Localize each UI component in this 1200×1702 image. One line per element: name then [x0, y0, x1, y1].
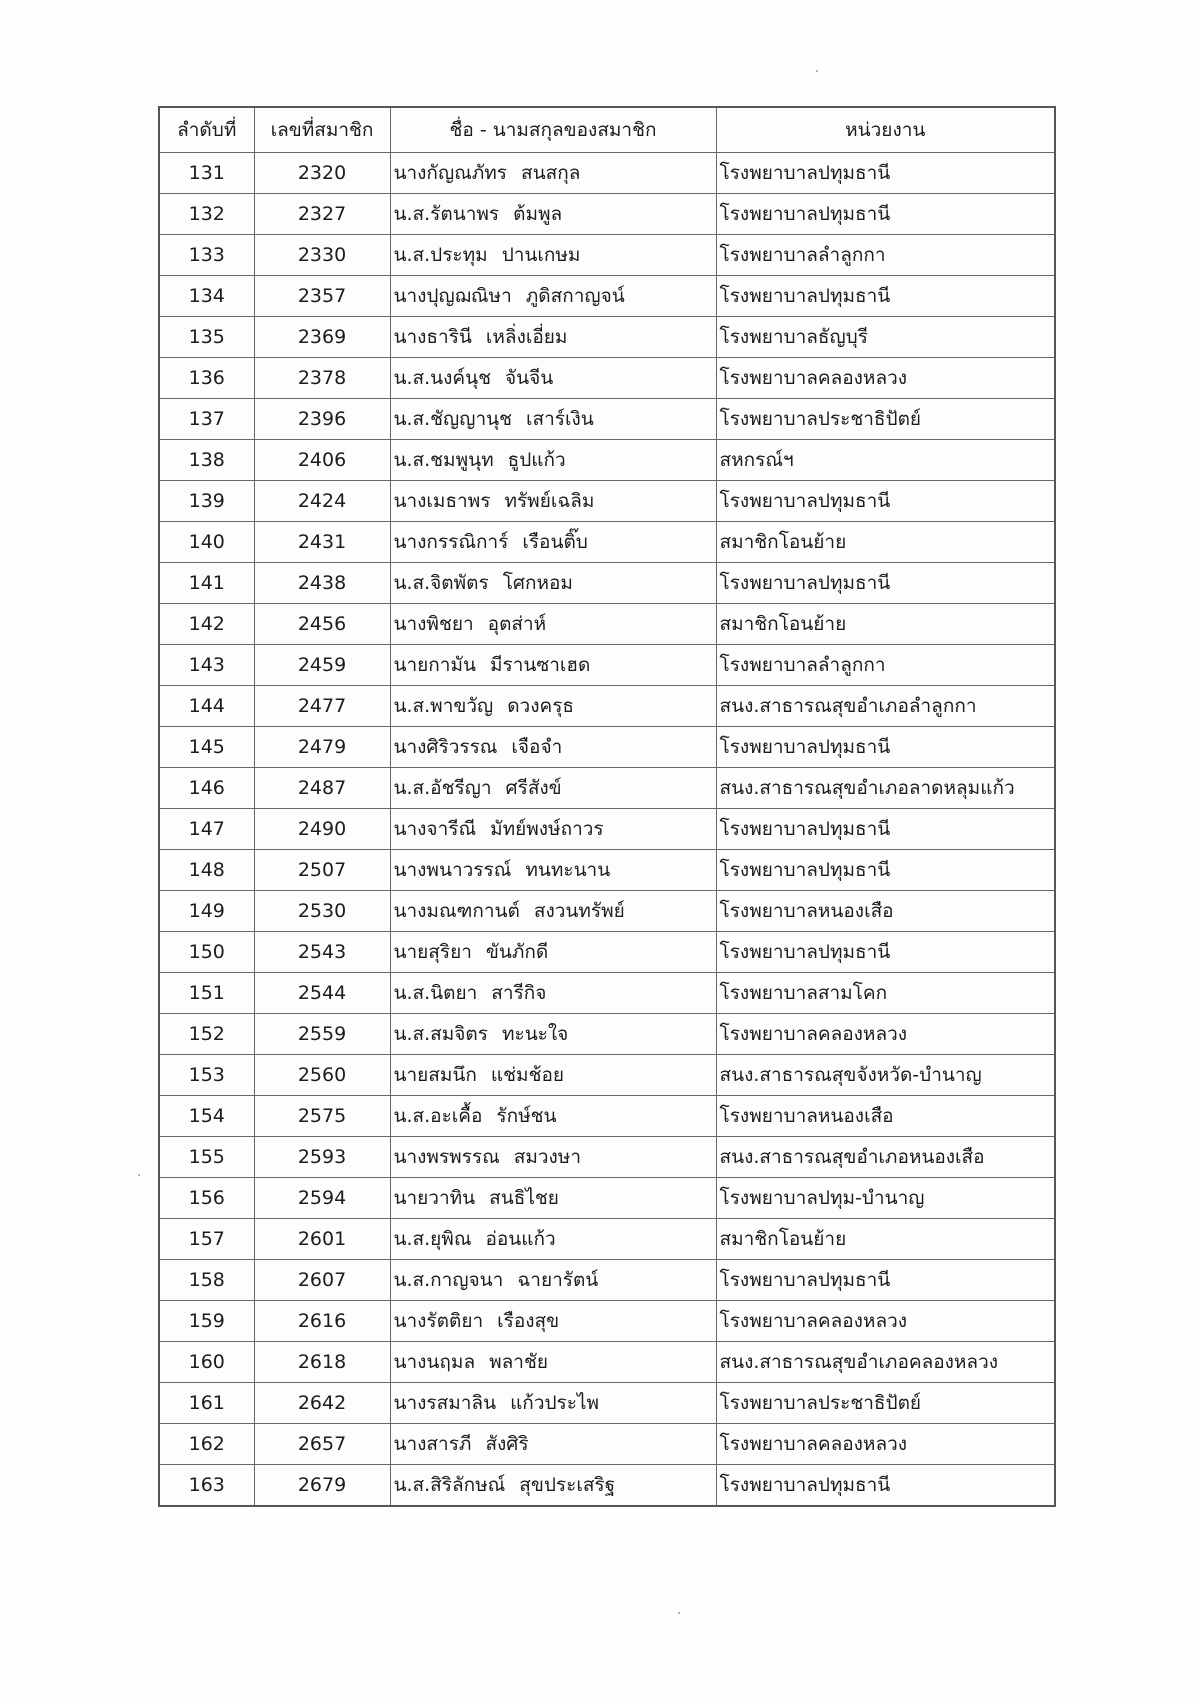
table-row — [159, 727, 1055, 768]
last-name: มัทย์พงษ์ถาวร — [490, 818, 604, 840]
cell-order: 150 — [159, 932, 254, 973]
cell-unit: โรงพยาบาลปทุมธานี — [716, 1260, 1055, 1301]
cell-unit: สมาชิกโอนย้าย — [716, 604, 1055, 645]
table-row — [159, 1219, 1055, 1260]
member-table — [158, 106, 1056, 1507]
cell-order: 146 — [159, 768, 254, 809]
cell-unit: สหกรณ์ฯ — [716, 440, 1055, 481]
first-name: นางกรรณิการ์ — [393, 531, 509, 553]
last-name: แช่มช้อย — [490, 1064, 565, 1086]
cell-full-name — [390, 850, 716, 891]
cell-unit: โรงพยาบาลปทุมธานี — [716, 563, 1055, 604]
cell-unit: สนง.สาธารณสุขอำเภอคลองหลวง — [716, 1342, 1055, 1383]
table-row — [159, 522, 1055, 563]
scan-speck — [678, 1612, 680, 1614]
cell-order: 148 — [159, 850, 254, 891]
table-row — [159, 235, 1055, 276]
cell-full-name — [390, 768, 716, 809]
last-name: สังศิริ — [485, 1433, 529, 1455]
cell-order: 154 — [159, 1096, 254, 1137]
table-row — [159, 1301, 1055, 1342]
cell-order: 152 — [159, 1014, 254, 1055]
cell-full-name — [390, 481, 716, 522]
cell-full-name — [390, 1342, 716, 1383]
first-name: นางมณฑกานต์ — [393, 900, 520, 922]
cell-unit: สมาชิกโอนย้าย — [716, 522, 1055, 563]
table-row — [159, 1465, 1055, 1507]
table-row — [159, 1137, 1055, 1178]
cell-member-no: 2607 — [254, 1260, 390, 1301]
cell-order: 137 — [159, 399, 254, 440]
header-unit: หน่วยงาน — [716, 107, 1055, 153]
table-row — [159, 1260, 1055, 1301]
last-name: ต้มพูล — [513, 203, 563, 225]
cell-unit: โรงพยาบาลคลองหลวง — [716, 1014, 1055, 1055]
cell-member-no: 2327 — [254, 194, 390, 235]
header-order: ลำดับที่ — [159, 107, 254, 153]
cell-order: 135 — [159, 317, 254, 358]
first-name: น.ส.ชมพูนุท — [393, 449, 494, 471]
table-row — [159, 399, 1055, 440]
cell-order: 158 — [159, 1260, 254, 1301]
cell-order: 153 — [159, 1055, 254, 1096]
cell-member-no: 2657 — [254, 1424, 390, 1465]
cell-order: 138 — [159, 440, 254, 481]
table-row — [159, 440, 1055, 481]
cell-order: 140 — [159, 522, 254, 563]
cell-full-name — [390, 235, 716, 276]
last-name: พลาชัย — [489, 1351, 548, 1373]
cell-unit: โรงพยาบาลประชาธิปัตย์ — [716, 1383, 1055, 1424]
first-name: นายกามัน — [393, 654, 476, 676]
first-name: นางธารินี — [393, 326, 472, 348]
last-name: มีรานซาเฮด — [489, 654, 591, 676]
cell-unit: โรงพยาบาลปทุมธานี — [716, 727, 1055, 768]
cell-member-no: 2601 — [254, 1219, 390, 1260]
first-name: นายสมนึก — [393, 1064, 477, 1086]
first-name: น.ส.สมจิตร — [393, 1023, 488, 1045]
cell-unit: โรงพยาบาลสามโคก — [716, 973, 1055, 1014]
cell-unit: โรงพยาบาลปทุมธานี — [716, 850, 1055, 891]
cell-full-name — [390, 891, 716, 932]
table-row — [159, 276, 1055, 317]
first-name: น.ส.นิตยา — [393, 982, 478, 1004]
cell-full-name — [390, 1014, 716, 1055]
cell-order: 144 — [159, 686, 254, 727]
cell-order: 156 — [159, 1178, 254, 1219]
last-name: ทรัพย์เฉลิม — [504, 490, 595, 512]
table-row — [159, 973, 1055, 1014]
cell-full-name — [390, 276, 716, 317]
table-row — [159, 1424, 1055, 1465]
first-name: นางพนาวรรณ์ — [393, 859, 512, 881]
cell-full-name — [390, 727, 716, 768]
cell-unit: สมาชิกโอนย้าย — [716, 1219, 1055, 1260]
cell-order: 151 — [159, 973, 254, 1014]
cell-member-no: 2575 — [254, 1096, 390, 1137]
cell-member-no: 2616 — [254, 1301, 390, 1342]
cell-order: 139 — [159, 481, 254, 522]
cell-member-no: 2477 — [254, 686, 390, 727]
cell-unit: โรงพยาบาลปทุมธานี — [716, 194, 1055, 235]
cell-member-no: 2431 — [254, 522, 390, 563]
cell-order: 145 — [159, 727, 254, 768]
cell-full-name — [390, 1465, 716, 1507]
table-row — [159, 1014, 1055, 1055]
last-name: ทนทะนาน — [525, 859, 611, 881]
last-name: แก้วประไพ — [510, 1392, 600, 1414]
table-row — [159, 1342, 1055, 1383]
cell-member-no: 2424 — [254, 481, 390, 522]
cell-full-name — [390, 358, 716, 399]
cell-full-name — [390, 1137, 716, 1178]
cell-full-name — [390, 973, 716, 1014]
cell-unit: โรงพยาบาลหนองเสือ — [716, 1096, 1055, 1137]
cell-member-no: 2459 — [254, 645, 390, 686]
first-name: นางนฤมล — [393, 1351, 476, 1373]
header-row — [159, 107, 1055, 153]
first-name: น.ส.ยุพิณ — [393, 1228, 472, 1250]
last-name: ภูดิสกาญจน์ — [525, 285, 625, 307]
cell-member-no: 2479 — [254, 727, 390, 768]
first-name: นายสุริยา — [393, 941, 472, 963]
cell-order: 134 — [159, 276, 254, 317]
cell-unit: โรงพยาบาลปทุมธานี — [716, 1465, 1055, 1507]
cell-order: 131 — [159, 153, 254, 194]
cell-unit: โรงพยาบาลปทุม-บำนาญ — [716, 1178, 1055, 1219]
cell-unit: สนง.สาธารณสุขอำเภอหนองเสือ — [716, 1137, 1055, 1178]
cell-member-no: 2593 — [254, 1137, 390, 1178]
cell-full-name — [390, 932, 716, 973]
table-row — [159, 563, 1055, 604]
cell-member-no: 2406 — [254, 440, 390, 481]
header-full-name: ชื่อ - นามสกุลของสมาชิก — [390, 107, 716, 153]
cell-full-name — [390, 317, 716, 358]
first-name: น.ส.อัชรีญา — [393, 777, 492, 799]
table-row — [159, 358, 1055, 399]
last-name: ขันภักดี — [485, 941, 549, 963]
table-row — [159, 891, 1055, 932]
cell-unit: โรงพยาบาลปทุมธานี — [716, 276, 1055, 317]
cell-full-name — [390, 604, 716, 645]
cell-unit: โรงพยาบาลปทุมธานี — [716, 809, 1055, 850]
cell-order: 147 — [159, 809, 254, 850]
first-name: น.ส.พาขวัญ — [393, 695, 494, 717]
cell-unit: โรงพยาบาลคลองหลวง — [716, 1301, 1055, 1342]
cell-member-no: 2618 — [254, 1342, 390, 1383]
last-name: เหลิ่งเอี่ยม — [485, 326, 568, 348]
last-name: เรือนติ๊บ — [522, 531, 588, 553]
last-name: ศรีสังข์ — [505, 777, 562, 799]
cell-order: 143 — [159, 645, 254, 686]
table-row — [159, 1055, 1055, 1096]
cell-order: 157 — [159, 1219, 254, 1260]
cell-full-name — [390, 440, 716, 481]
last-name: จันจีน — [505, 367, 554, 389]
table-row — [159, 768, 1055, 809]
last-name: สารีกิจ — [491, 982, 547, 1004]
last-name: สุขประเสริฐ — [519, 1474, 616, 1496]
member-table-header — [159, 107, 1055, 153]
cell-full-name — [390, 153, 716, 194]
cell-full-name — [390, 809, 716, 850]
cell-order: 133 — [159, 235, 254, 276]
cell-full-name — [390, 1260, 716, 1301]
last-name: สนสกุล — [521, 162, 581, 184]
first-name: น.ส.อะเคื้อ — [393, 1105, 483, 1127]
last-name: อ่อนแก้ว — [485, 1228, 556, 1250]
cell-unit: โรงพยาบาลลำลูกกา — [716, 235, 1055, 276]
cell-order: 163 — [159, 1465, 254, 1507]
table-row — [159, 194, 1055, 235]
table-row — [159, 1383, 1055, 1424]
cell-order: 132 — [159, 194, 254, 235]
cell-unit: โรงพยาบาลคลองหลวง — [716, 1424, 1055, 1465]
last-name: สงวนทรัพย์ — [533, 900, 625, 922]
cell-member-no: 2456 — [254, 604, 390, 645]
first-name: น.ส.ชัญญานุช — [393, 408, 512, 430]
cell-member-no: 2369 — [254, 317, 390, 358]
cell-full-name — [390, 563, 716, 604]
first-name: นางศิริวรรณ — [393, 736, 498, 758]
cell-full-name — [390, 686, 716, 727]
cell-order: 142 — [159, 604, 254, 645]
table-row — [159, 317, 1055, 358]
first-name: นางพิชยา — [393, 613, 474, 635]
cell-full-name — [390, 1055, 716, 1096]
cell-unit: โรงพยาบาลคลองหลวง — [716, 358, 1055, 399]
last-name: สนธิไชย — [489, 1187, 559, 1209]
scan-speck — [138, 1174, 140, 1176]
cell-member-no: 2507 — [254, 850, 390, 891]
cell-order: 162 — [159, 1424, 254, 1465]
first-name: นางจารีณี — [393, 818, 477, 840]
table-row — [159, 809, 1055, 850]
scan-speck — [816, 70, 818, 72]
first-name: นางกัญณภัทร — [393, 162, 508, 184]
last-name: เรืองสุข — [497, 1310, 560, 1332]
cell-full-name — [390, 1301, 716, 1342]
cell-unit: สนง.สาธารณสุขจังหวัด-บำนาญ — [716, 1055, 1055, 1096]
cell-member-no: 2679 — [254, 1465, 390, 1507]
cell-full-name — [390, 399, 716, 440]
first-name: น.ส.สิริลักษณ์ — [393, 1474, 506, 1496]
header-member-no: เลขที่สมาชิก — [254, 107, 390, 153]
first-name: น.ส.รัตนาพร — [393, 203, 500, 225]
cell-unit: โรงพยาบาลปทุมธานี — [716, 481, 1055, 522]
first-name: น.ส.นงค์นุช — [393, 367, 492, 389]
cell-member-no: 2544 — [254, 973, 390, 1014]
last-name: ธูปแก้ว — [507, 449, 566, 471]
first-name: นางพรพรรณ — [393, 1146, 500, 1168]
table-row — [159, 481, 1055, 522]
cell-full-name — [390, 1096, 716, 1137]
last-name: เสาร์เงิน — [526, 408, 594, 430]
cell-full-name — [390, 1219, 716, 1260]
cell-member-no: 2490 — [254, 809, 390, 850]
cell-order: 161 — [159, 1383, 254, 1424]
table-row — [159, 604, 1055, 645]
table-row — [159, 645, 1055, 686]
cell-member-no: 2487 — [254, 768, 390, 809]
cell-member-no: 2378 — [254, 358, 390, 399]
cell-order: 136 — [159, 358, 254, 399]
last-name: โศกหอม — [502, 572, 573, 594]
last-name: ปานเกษม — [501, 244, 581, 266]
table-row — [159, 1096, 1055, 1137]
cell-member-no: 2530 — [254, 891, 390, 932]
last-name: อุตส่าห์ — [487, 613, 547, 635]
cell-member-no: 2396 — [254, 399, 390, 440]
first-name: นางรัตติยา — [393, 1310, 484, 1332]
first-name: น.ส.ประทุม — [393, 244, 488, 266]
cell-unit: โรงพยาบาลปทุมธานี — [716, 153, 1055, 194]
cell-full-name — [390, 1424, 716, 1465]
cell-unit: โรงพยาบาลประชาธิปัตย์ — [716, 399, 1055, 440]
cell-member-no: 2330 — [254, 235, 390, 276]
cell-full-name — [390, 194, 716, 235]
first-name: นางสารภี — [393, 1433, 472, 1455]
cell-member-no: 2594 — [254, 1178, 390, 1219]
first-name: นางรสมาลิน — [393, 1392, 497, 1414]
first-name: นายวาทิน — [393, 1187, 476, 1209]
cell-member-no: 2559 — [254, 1014, 390, 1055]
cell-full-name — [390, 522, 716, 563]
cell-member-no: 2438 — [254, 563, 390, 604]
last-name: ทะนะใจ — [501, 1023, 569, 1045]
first-name: นางเมธาพร — [393, 490, 491, 512]
cell-full-name — [390, 1383, 716, 1424]
table-row — [159, 1178, 1055, 1219]
cell-unit: โรงพยาบาลธัญบุรี — [716, 317, 1055, 358]
last-name: สมวงษา — [513, 1146, 581, 1168]
first-name: น.ส.จิตพัตร — [393, 572, 489, 594]
cell-unit: สนง.สาธารณสุขอำเภอลาดหลุมแก้ว — [716, 768, 1055, 809]
cell-member-no: 2320 — [254, 153, 390, 194]
cell-member-no: 2642 — [254, 1383, 390, 1424]
table-row — [159, 932, 1055, 973]
cell-unit: โรงพยาบาลลำลูกกา — [716, 645, 1055, 686]
cell-member-no: 2357 — [254, 276, 390, 317]
table-row — [159, 153, 1055, 194]
cell-member-no: 2543 — [254, 932, 390, 973]
cell-full-name — [390, 1178, 716, 1219]
cell-order: 141 — [159, 563, 254, 604]
last-name: รักษ์ชน — [496, 1105, 557, 1127]
cell-member-no: 2560 — [254, 1055, 390, 1096]
member-table-body — [159, 153, 1055, 1507]
first-name: น.ส.กาญจนา — [393, 1269, 504, 1291]
cell-order: 149 — [159, 891, 254, 932]
last-name: เจือจำ — [511, 736, 563, 758]
last-name: ฉายารัตน์ — [517, 1269, 599, 1291]
cell-full-name — [390, 645, 716, 686]
first-name: นางปุญฌณิษา — [393, 285, 512, 307]
table-row — [159, 686, 1055, 727]
table-row — [159, 850, 1055, 891]
cell-order: 155 — [159, 1137, 254, 1178]
cell-order: 159 — [159, 1301, 254, 1342]
cell-order: 160 — [159, 1342, 254, 1383]
cell-unit: โรงพยาบาลหนองเสือ — [716, 891, 1055, 932]
cell-unit: สนง.สาธารณสุขอำเภอลำลูกกา — [716, 686, 1055, 727]
cell-unit: โรงพยาบาลปทุมธานี — [716, 932, 1055, 973]
last-name: ดวงครุธ — [507, 695, 575, 717]
